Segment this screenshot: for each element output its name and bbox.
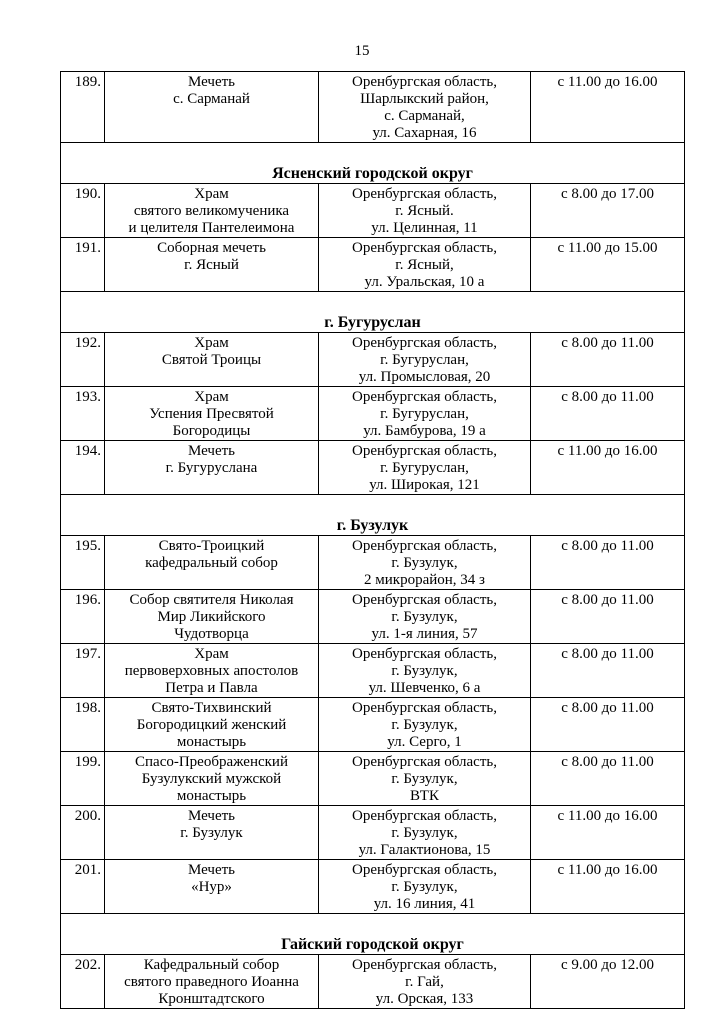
object-name-line: монастырь [176,734,247,750]
object-name-cell [105,184,319,238]
address-cell [319,536,531,590]
table-row [61,955,685,1009]
row-number: 189. [61,72,105,143]
object-name-cell [105,387,319,441]
object-name-line: святого великомученика [133,203,290,219]
table-row [61,590,685,644]
address-line: Оренбургская область, [352,754,497,770]
section-title: Гайский городской округ [61,914,685,955]
registry-body [61,72,685,1009]
table-row [61,238,685,292]
address-line: г. Ясный, [395,257,454,273]
section-header-row [61,143,685,184]
object-name-line: Храм [194,389,229,405]
address-line: г. Гай, [405,974,444,990]
row-number: 195. [61,536,105,590]
hours-cell: с 11.00 до 16.00 [531,806,685,860]
object-name-line: Кафедральный собор [143,957,280,973]
object-name-line: Спасо-Преображенский [135,754,288,770]
hours-cell: с 9.00 до 12.00 [531,955,685,1009]
address-line: г. Бузулук, [391,717,458,733]
address-line: г. Бузулук, [391,771,458,787]
object-name-line: Мечеть [187,443,236,459]
address-line: г. Бугуруслан, [380,406,469,422]
section-title: Ясненский городской округ [61,143,685,184]
address-line: г. Бузулук, [391,609,458,625]
object-name-line: Успения Пресвятой [149,406,274,422]
address-line: г. Бузулук, [391,879,458,895]
address-cell [319,698,531,752]
address-line: ул. 16 линия, 41 [373,896,476,912]
hours-cell: с 8.00 до 11.00 [531,752,685,806]
hours-cell: с 8.00 до 11.00 [531,698,685,752]
address-cell [319,955,531,1009]
address-line: г. Бугуруслан, [380,352,469,368]
address-line: Оренбургская область, [352,646,497,662]
address-line: ВТК [410,788,439,804]
object-name-line: Мечеть [187,862,236,878]
address-line: Оренбургская область, [352,74,497,90]
address-line: 2 микрорайон, 34 з [364,572,485,588]
table-row [61,698,685,752]
address-line: Оренбургская область, [352,592,497,608]
address-line: ул. Промысловая, 20 [358,369,491,385]
address-line: Оренбургская область, [352,335,497,351]
table-row [61,752,685,806]
address-line: г. Бузулук, [391,555,458,571]
address-line: ул. Уральская, 10 а [364,274,485,290]
object-name-line: Бузулукский мужской [141,771,282,787]
address-line: г. Бугуруслан, [380,460,469,476]
address-line: Оренбургская область, [352,186,497,202]
address-cell [319,441,531,495]
address-cell [319,387,531,441]
object-name-cell [105,860,319,914]
object-name-line: Петра и Павла [165,680,258,696]
address-line: г. Бузулук, [391,825,458,841]
address-line: с. Сарманай, [384,108,465,124]
address-line: Оренбургская область, [352,389,497,405]
object-name-line: г. Бузулук [180,825,243,841]
address-line: ул. Галактионова, 15 [358,842,491,858]
section-header-row [61,914,685,955]
section-title: г. Бугуруслан [61,292,685,333]
address-line: ул. Шевченко, 6 а [368,680,481,696]
object-name-line: первоверховных апостолов [124,663,299,679]
object-name-line: Храм [194,335,229,351]
object-name-cell [105,238,319,292]
address-cell [319,860,531,914]
hours-cell: с 8.00 до 11.00 [531,590,685,644]
object-name-line: Чудотворца [174,626,249,642]
address-line: Оренбургская область, [352,957,497,973]
object-name-cell [105,698,319,752]
hours-cell: с 8.00 до 17.00 [531,184,685,238]
object-name-line: Мир Ликийского [157,609,266,625]
address-line: Оренбургская область, [352,240,497,256]
row-number: 198. [61,698,105,752]
table-row [61,441,685,495]
object-name-cell [105,644,319,698]
object-name-line: г. Бугуруслана [165,460,258,476]
address-line: Оренбургская область, [352,700,497,716]
table-row [61,536,685,590]
address-line: г. Бузулук, [391,663,458,679]
row-number: 194. [61,441,105,495]
address-cell [319,590,531,644]
object-name-line: Мечеть [187,808,236,824]
address-line: ул. Сахарная, 16 [372,125,477,141]
address-line: Шарлыкский район, [360,91,489,107]
address-line: ул. Широкая, 121 [369,477,480,493]
address-cell [319,806,531,860]
hours-cell: с 11.00 до 16.00 [531,72,685,143]
address-line: Оренбургская область, [352,443,497,459]
hours-cell: с 11.00 до 16.00 [531,860,685,914]
hours-cell: с 8.00 до 11.00 [531,536,685,590]
row-number: 196. [61,590,105,644]
hours-cell: с 8.00 до 11.00 [531,333,685,387]
address-line: г. Ясный. [395,203,454,219]
address-line: Оренбургская область, [352,808,497,824]
object-name-cell [105,333,319,387]
row-number: 201. [61,860,105,914]
row-number: 193. [61,387,105,441]
object-name-line: Богородицы [172,423,251,439]
address-line: ул. Серго, 1 [387,734,462,750]
table-row [61,72,685,143]
table-row [61,644,685,698]
object-name-line: Мечеть [187,74,236,90]
address-cell [319,644,531,698]
address-cell [319,752,531,806]
address-line: ул. Бамбурова, 19 а [363,423,486,439]
object-name-cell [105,590,319,644]
object-name-cell [105,72,319,143]
object-name-line: монастырь [176,788,247,804]
object-name-line: Храм [194,186,229,202]
hours-cell: с 11.00 до 16.00 [531,441,685,495]
address-line: Оренбургская область, [352,862,497,878]
row-number: 202. [61,955,105,1009]
section-header-row [61,292,685,333]
row-number: 190. [61,184,105,238]
object-name-line: Свято-Троицкий [158,538,265,554]
table-row [61,184,685,238]
row-number: 192. [61,333,105,387]
hours-cell: с 11.00 до 15.00 [531,238,685,292]
object-name-cell [105,536,319,590]
object-name-line: Соборная мечеть [157,240,266,256]
object-name-line: Богородицкий женский [136,717,287,733]
object-name-line: Святой Троицы [161,352,262,368]
object-name-line: Собор святителя Николая [129,592,294,608]
page-number: 15 [354,43,370,59]
row-number: 191. [61,238,105,292]
section-header-row [61,495,685,536]
object-name-line: Свято-Тихвинский [151,700,272,716]
object-name-line: г. Ясный [184,257,239,273]
object-name-cell [105,955,319,1009]
address-line: ул. Целинная, 11 [371,220,478,236]
address-line: Оренбургская область, [352,538,497,554]
section-title: г. Бузулук [61,495,685,536]
row-number: 199. [61,752,105,806]
object-name-cell [105,806,319,860]
object-name-line: Храм [194,646,229,662]
row-number: 197. [61,644,105,698]
address-line: ул. 1-я линия, 57 [371,626,478,642]
object-name-line: и целителя Пантелеимона [128,220,295,236]
table-row [61,333,685,387]
object-name-line: «Нур» [191,879,232,895]
table-row [61,806,685,860]
address-cell [319,184,531,238]
hours-cell: с 8.00 до 11.00 [531,387,685,441]
object-name-line: святого праведного Иоанна [124,974,299,990]
registry-table [60,71,685,1009]
table-row [61,860,685,914]
address-cell [319,333,531,387]
address-cell [319,72,531,143]
object-name-cell [105,441,319,495]
object-name-line: кафедральный собор [145,555,278,571]
row-number: 200. [61,806,105,860]
object-name-line: Кронштадтского [158,991,265,1007]
hours-cell: с 8.00 до 11.00 [531,644,685,698]
address-cell [319,238,531,292]
object-name-line: с. Сарманай [173,91,250,107]
table-row [61,387,685,441]
object-name-cell [105,752,319,806]
address-line: ул. Орская, 133 [375,991,474,1007]
